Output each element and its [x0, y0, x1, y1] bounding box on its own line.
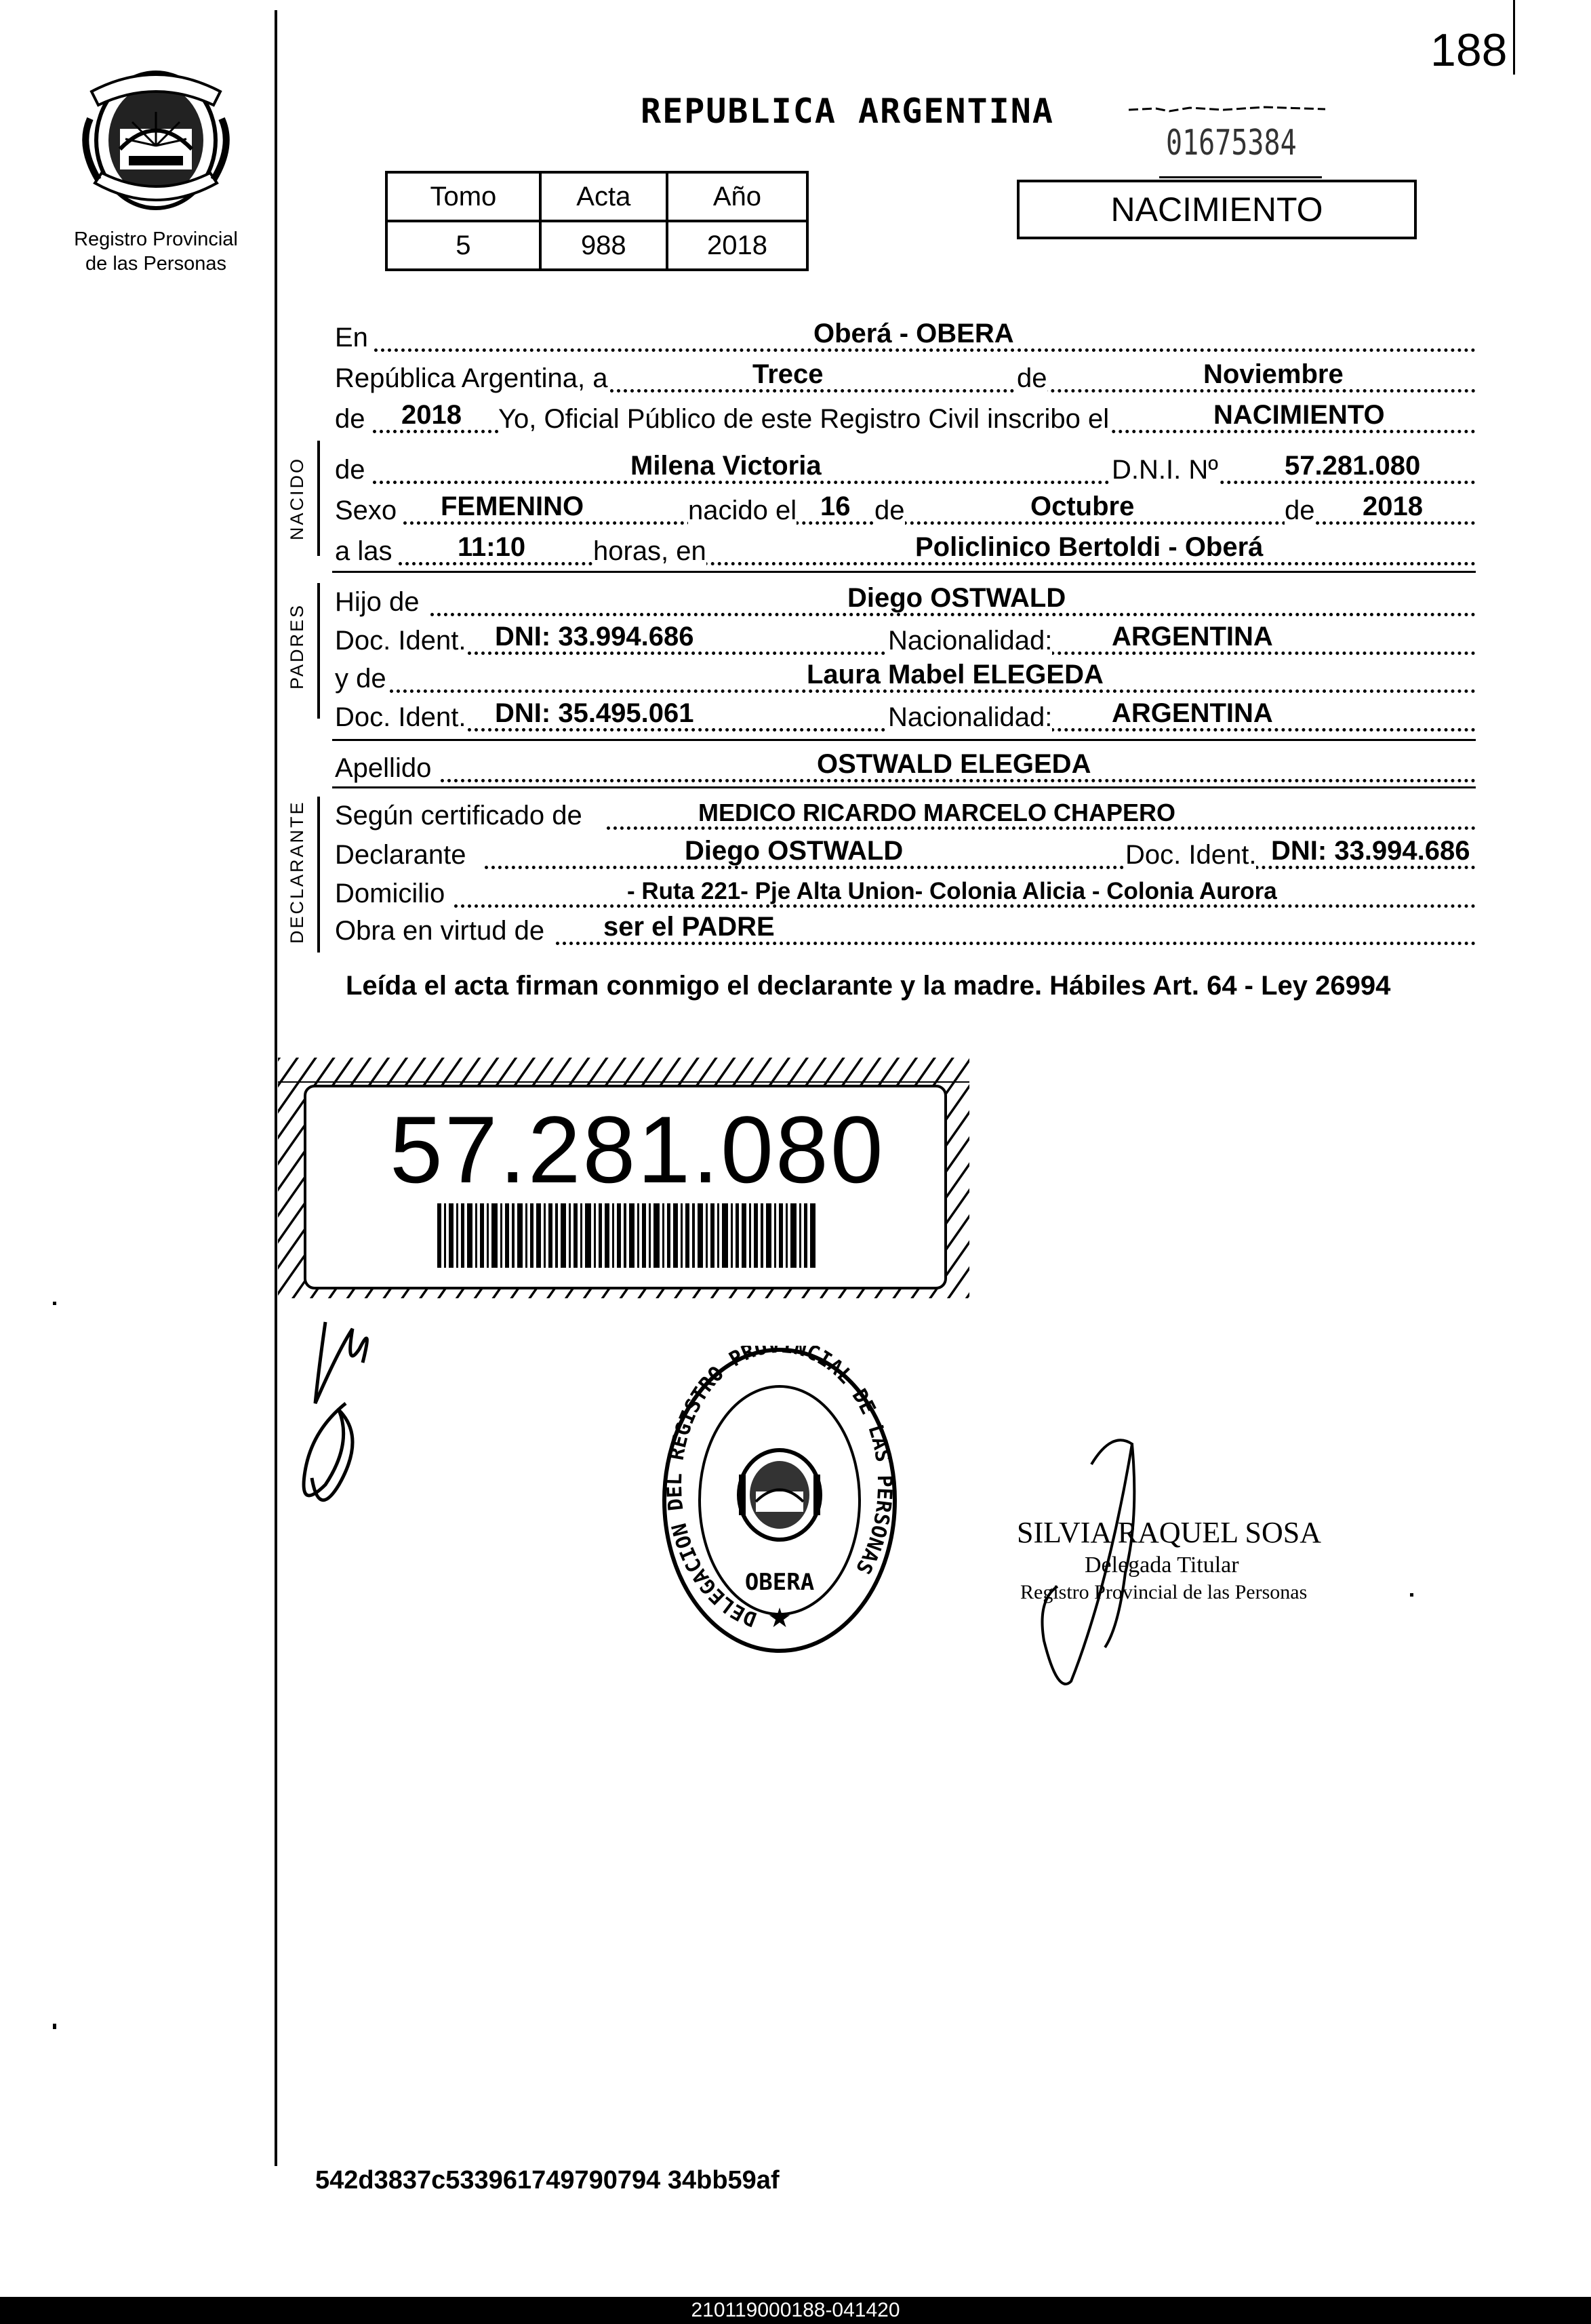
- value-father-nationality: ARGENTINA: [1112, 622, 1273, 652]
- signer-role: Delegada Titular: [1085, 1552, 1239, 1578]
- province-coat-of-arms-logo: [78, 64, 234, 220]
- registry-caption: [54, 227, 258, 276]
- label-de-year: de: [335, 404, 365, 434]
- value-birth-year: 2018: [1363, 492, 1423, 521]
- label-declarante: Declarante: [335, 840, 466, 870]
- right-border-line: [1513, 0, 1515, 75]
- barcode: [437, 1203, 817, 1268]
- table-value-ano: 2018: [667, 221, 807, 270]
- row-mother: [332, 656, 1476, 697]
- footer-code-bar: 210119000188-041420: [0, 2297, 1591, 2324]
- row-surname: [332, 746, 1476, 786]
- value-act-type: NACIMIENTO: [1213, 400, 1385, 430]
- label-hijo-de: Hijo de: [335, 587, 420, 617]
- label-de-child: de: [335, 455, 365, 485]
- label-y-de: y de: [335, 664, 386, 694]
- row-declarant: [332, 833, 1476, 873]
- value-birth-day: 16: [820, 492, 851, 521]
- row-father-doc: [332, 618, 1476, 659]
- sheet-number: 188: [1430, 24, 1508, 76]
- label-nacido-el: nacido el: [688, 496, 797, 525]
- value-birth-time: 11:10: [458, 532, 526, 562]
- margin-line: [275, 10, 277, 2166]
- value-declarant: Diego OSTWALD: [685, 836, 904, 866]
- value-birth-place: Policlinico Bertoldi - Oberá: [915, 532, 1264, 562]
- title-flourish: [1129, 102, 1325, 115]
- label-dni-no: D.N.I. Nº: [1112, 455, 1218, 485]
- page-title: REPUBLICA ARGENTINA: [641, 92, 1054, 131]
- row-time-place: [332, 529, 1476, 569]
- signer-org: Registro Provincial de las Personas: [1020, 1581, 1308, 1603]
- label-de-month: de: [1017, 363, 1047, 393]
- scan-speck: [53, 2024, 56, 2029]
- value-address: - Ruta 221- Pje Alta Union- Colonia Alicia - Colonia Aurora: [627, 878, 1277, 904]
- label-de-birth-month: de: [874, 496, 905, 525]
- row-place: [332, 315, 1476, 356]
- row-year: [332, 397, 1476, 437]
- row-father: [332, 580, 1476, 620]
- label-republica-a: República Argentina, a: [335, 363, 608, 393]
- table-header-tomo: Tomo: [386, 172, 540, 221]
- record-table: [385, 171, 809, 271]
- label-obra-en-virtud: Obra en virtud de: [335, 916, 545, 946]
- label-sexo: Sexo: [335, 496, 397, 525]
- scan-speck: [53, 1302, 56, 1305]
- label-nacionalidad-mother: Nacionalidad:: [888, 702, 1053, 732]
- value-mother-doc: DNI: 35.495.061: [495, 698, 694, 728]
- document-hash: 542d3837c533961749790794 34bb59af: [315, 2166, 780, 2195]
- side-label-declarante: DECLARANTE: [287, 800, 307, 944]
- value-child-dni: 57.281.080: [1285, 451, 1421, 481]
- label-en: En: [335, 323, 368, 353]
- table-header-acta: Acta: [540, 172, 667, 221]
- label-nacionalidad-father: Nacionalidad:: [888, 626, 1053, 656]
- value-mother-nationality: ARGENTINA: [1112, 698, 1273, 728]
- section-divider: [332, 786, 1476, 788]
- registry-caption-line-2: de las Personas: [85, 253, 226, 275]
- value-place: Oberá - OBERA: [813, 319, 1014, 348]
- sticker-dni-number: 57.281.080: [390, 1096, 885, 1203]
- value-year: 2018: [401, 400, 462, 430]
- label-de-birth-year: de: [1285, 496, 1315, 525]
- value-certificate-by: MEDICO RICARDO MARCELO CHAPERO: [698, 799, 1176, 826]
- row-address: [332, 871, 1476, 912]
- scan-speck: [1410, 1593, 1413, 1597]
- value-month: Noviembre: [1203, 359, 1344, 389]
- row-date: [332, 356, 1476, 397]
- dni-sticker: [278, 1058, 969, 1298]
- legal-text: Leída el acta firman conmigo el declarante y la madre. Hábiles Art. 64 - Ley 26994: [346, 971, 1391, 1001]
- label-horas-en: horas, en: [593, 536, 706, 566]
- record-type-box: NACIMIENTO: [1017, 180, 1417, 239]
- value-birth-month: Octubre: [1030, 492, 1135, 521]
- section-divider: [332, 571, 1476, 573]
- initials-scribble: [271, 1308, 420, 1525]
- label-domicilio: Domicilio: [335, 879, 445, 908]
- label-a-las: a las: [335, 536, 392, 566]
- label-doc-ident-father: Doc. Ident.: [335, 626, 466, 656]
- value-surname: OSTWALD ELEGEDA: [817, 749, 1091, 779]
- side-bar-declarante: [317, 797, 320, 953]
- label-apellido: Apellido: [335, 753, 432, 783]
- serial-number: 01675384: [1166, 123, 1297, 163]
- serial-underline: [1159, 176, 1322, 178]
- svg-text:★: ★: [767, 1603, 792, 1633]
- value-mother-name: Laura Mabel ELEGEDA: [807, 660, 1104, 689]
- row-in-virtue: [332, 908, 1476, 949]
- value-child-name: Milena Victoria: [630, 451, 822, 481]
- side-label-nacido: NACIDO: [287, 456, 307, 540]
- row-child-name: [332, 447, 1476, 488]
- official-seal: [661, 1346, 898, 1654]
- value-father-doc: DNI: 33.994.686: [495, 622, 694, 652]
- value-father-name: Diego OSTWALD: [847, 583, 1066, 613]
- value-day: Trece: [752, 359, 824, 389]
- label-doc-ident-mother: Doc. Ident.: [335, 702, 466, 732]
- side-label-padres: PADRES: [287, 603, 307, 689]
- label-yo-oficial: Yo, Oficial Público de este Registro Civil inscribo el: [498, 404, 1110, 434]
- signer-name: SILVIA RAQUEL SOSA: [1017, 1516, 1322, 1549]
- row-sex: [332, 488, 1476, 529]
- value-declarant-doc: DNI: 33.994.686: [1271, 836, 1470, 866]
- side-bar-nacido: [317, 441, 320, 556]
- value-sex: FEMENINO: [441, 492, 584, 521]
- seal-ring-text: DELEGACION DEL REGISTRO PROVINCIAL DE LAS PERSONAS: [662, 1346, 897, 1631]
- value-in-virtue-of: ser el PADRE: [603, 912, 775, 942]
- label-doc-ident-declarant: Doc. Ident.: [1125, 840, 1257, 870]
- section-divider: [332, 739, 1476, 741]
- row-certificate: [332, 793, 1476, 834]
- table-value-acta: 988: [540, 221, 667, 270]
- side-bar-padres: [317, 583, 320, 719]
- table-value-tomo: 5: [386, 221, 540, 270]
- registry-caption-line-1: Registro Provincial: [74, 228, 238, 250]
- label-segun-certificado: Según certificado de: [335, 801, 582, 830]
- table-header-ano: Año: [667, 172, 807, 221]
- seal-city: OBERA: [744, 1569, 815, 1596]
- row-mother-doc: [332, 695, 1476, 736]
